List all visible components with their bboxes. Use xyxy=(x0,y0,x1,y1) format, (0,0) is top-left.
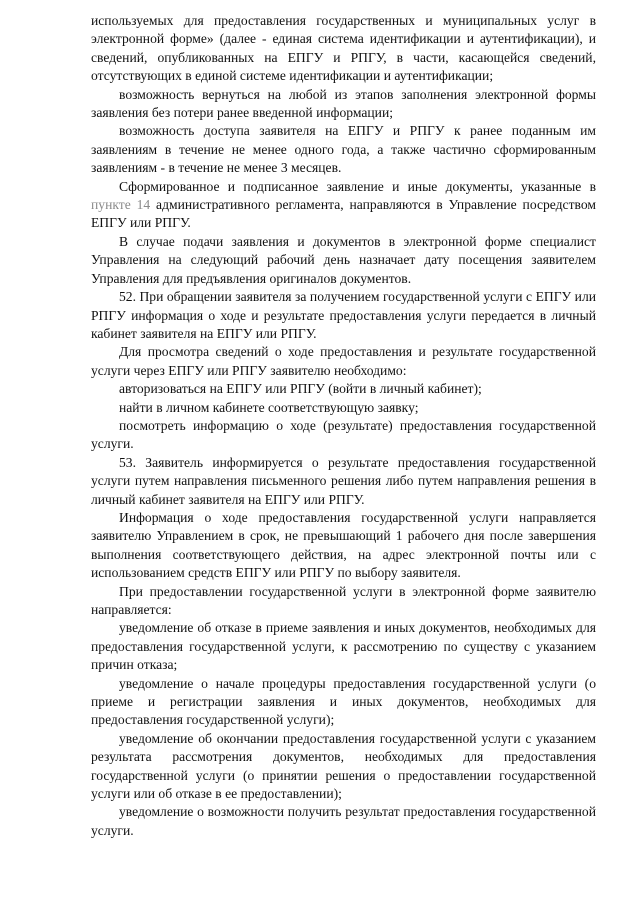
paragraph-electronic-notifications: При предоставлении государственной услуги в электронной форме заявителю направляется: xyxy=(91,583,596,617)
paragraph-view-progress: Для просмотра сведений о ходе предоставления и результате государственной услуги через ЕПГУ или РПГУ заявителю необходимо: xyxy=(91,344,596,378)
document-page xyxy=(91,12,596,840)
paragraph-start-notification: уведомление о начале процедуры предоставления государственной услуги (о приеме и регистрации заявления и иных документов, необходимых для предоставления государственной услуги); xyxy=(91,675,596,728)
paragraph-access-previous-applications: возможность доступа заявителя на ЕПГУ и РПГУ к ранее поданным им заявлениям в течение не менее одного года, а также частично сформированным заявлениям - в течение не менее 3 месяцев. xyxy=(91,123,596,176)
paragraph-view-information: посмотреть информацию о ходе (результате) предоставления государственной услуги. xyxy=(91,417,596,452)
paragraph-progress-notification: Информация о ходе предоставления государственной услуги направляется заявителю Управлением в срок, не превышающий 1 рабочего дня после завершения выполнения соответствующего действия, на адрес электронной почты или с использованием средств ЕПГУ или РПГУ по выбору заявителя. xyxy=(91,509,596,581)
paragraph-authorize: авторизоваться на ЕПГУ или РПГУ (войти в личный кабинет); xyxy=(119,381,482,397)
paragraph-refusal-notification: уведомление об отказе в приеме заявления и иных документов, необходимых для предоставления государственной услуги, к рассмотрению по существу с указанием причин отказа; xyxy=(91,620,596,673)
paragraph-item-53: 53. Заявитель информируется о результате предоставления государственной услуги путем направления письменного решения либо путем направления решения в личный кабинет заявителя на ЕПГУ или РПГУ. xyxy=(91,454,596,507)
paragraph-item-52: 52. При обращении заявителя за получением государственной услуги с ЕПГУ или РПГУ информация о ходе и результате предоставления услуги передается в личный кабинет заявителя на ЕПГУ или РПГУ. xyxy=(91,289,596,341)
paragraph-electronic-submission: В случае подачи заявления и документов в электронной форме специалист Управления на следующий рабочий день назначает дату посещения заявителем Управления для предъявления оригиналов документов. xyxy=(91,233,596,286)
paragraph-esia-info: используемых для предоставления государственных и муниципальных услуг в электронной форме» (далее - единая система идентификации и аутентификации), и сведений, опубликованных на ЕПГУ и РПГУ, в части, касающейся сведений, отсутствующих в единой системе идентификации и аутентификации; xyxy=(91,13,596,84)
paragraph-result-notification: уведомление о возможности получить результат предоставления государственной услуги. xyxy=(91,804,596,838)
paragraph-text-before-link: Сформированное и подписанное заявление и иные документы, указанные в xyxy=(119,178,596,194)
paragraph-text-after-link: административного регламента, направляются в Управление посредством ЕПГУ или РПГУ. xyxy=(91,197,596,231)
paragraph-find-request: найти в личном кабинете соответствующую заявку; xyxy=(119,399,419,415)
paragraph-end-notification: уведомление об окончании предоставления государственной услуги с указанием результата рассмотрения документов, необходимых для предоставления государственной услуги (о принятии решения о предоставлении государственной услуги или об отказе в ее предоставлении); xyxy=(91,730,596,802)
paragraph-return-to-step: возможность вернуться на любой из этапов заполнения электронной формы заявления без потери ранее введенной информации; xyxy=(91,86,596,121)
regulation-point-14-link[interactable]: пункте 14 xyxy=(91,197,151,213)
paragraph-formed-application xyxy=(91,178,596,233)
